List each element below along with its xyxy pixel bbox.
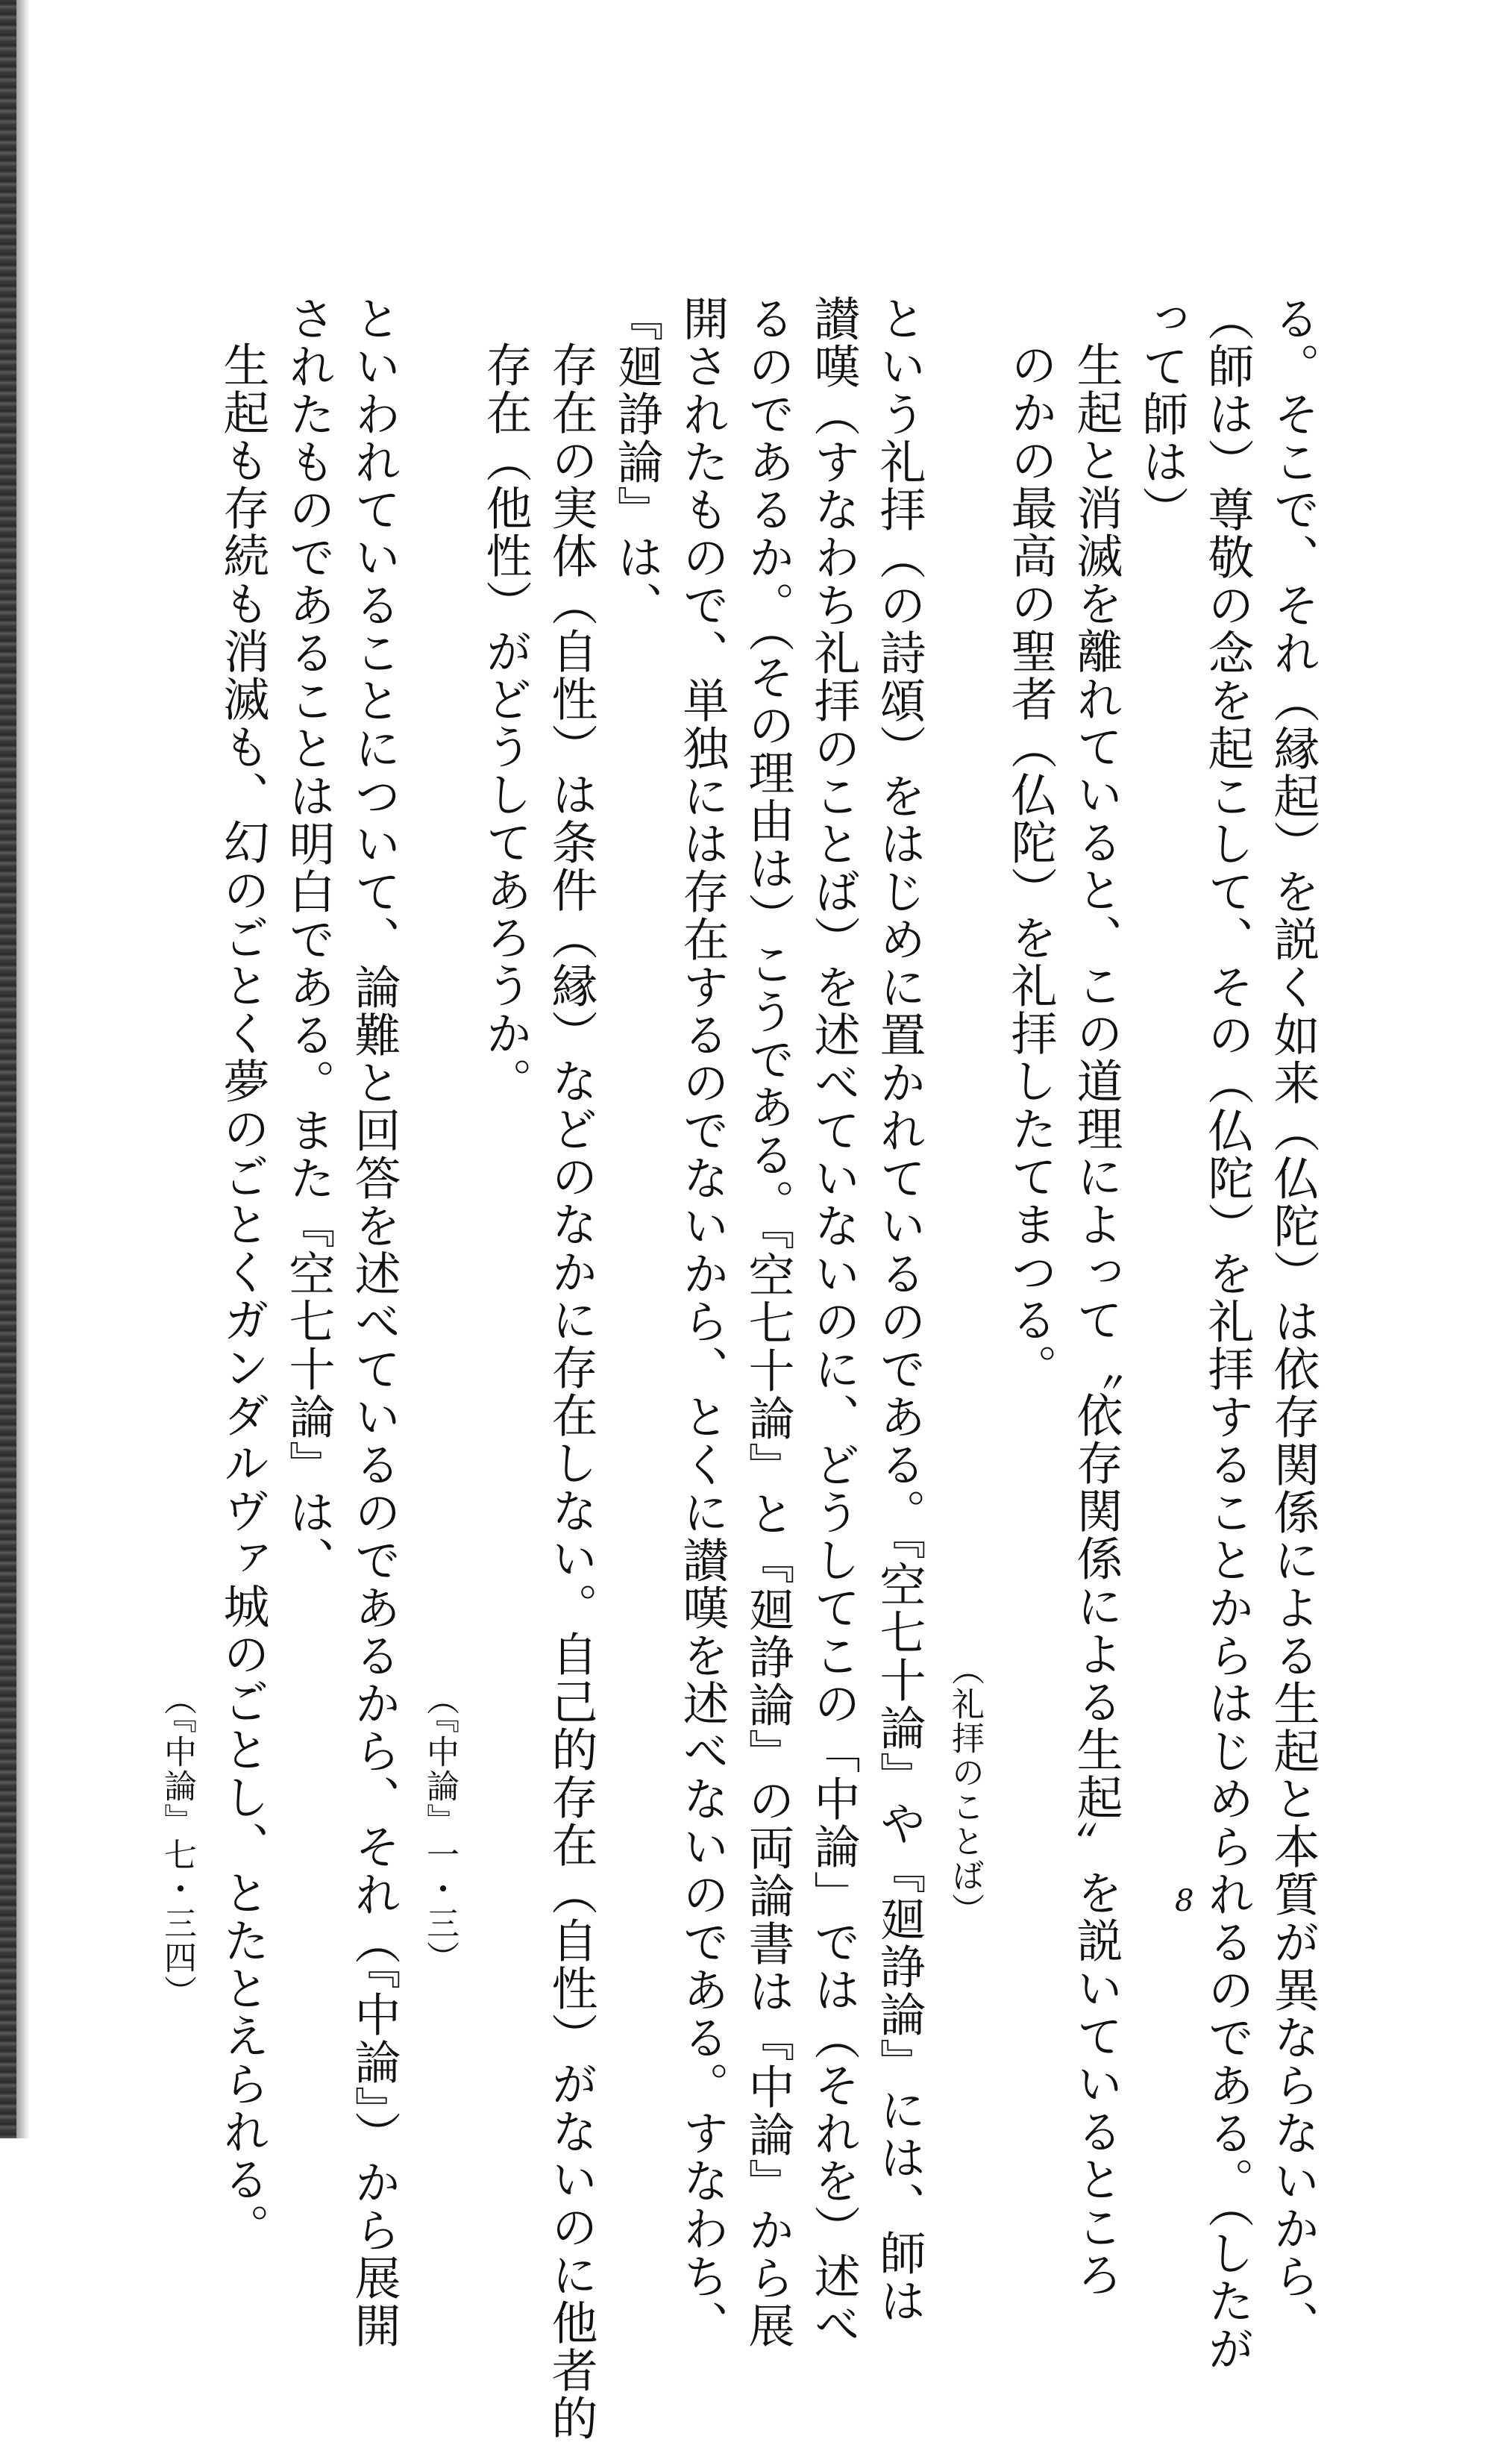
verse-line-2: のかの最高の聖者（仏陀）を礼拝したてまつる。 (1003, 341, 1058, 1391)
verse-citation-3: （『中論』七・三四） (158, 1682, 196, 2009)
verse-line-1: 生起と消滅を離れていると、この道理によって〝依存関係による生起〟を説いているところ (1069, 341, 1123, 2299)
verse-citation-1: （礼拝のことば） (946, 1653, 984, 1927)
text-line-5: 讃嘆（すなわち礼拝のことば）を述べていないのに、どうしてこの「中論」では（それを）述べ (806, 295, 861, 2348)
text-line-2: （師は）尊敬の念を起こして、その（仏陀）を礼拝することからはじめられるのである。（したが (1200, 295, 1255, 2373)
scan-binding-edge (0, 0, 16, 2138)
verse-line-3: 存在の実体（自性）は条件（縁）などのなかに存在しない。自己的存在（自性）がないのに他者的 (544, 341, 598, 2442)
text-line-8: 『廻諍論』は、 (609, 295, 664, 629)
text-line-1: る。そこで、それ（縁起）を説く如来（仏陀）は依存関係による生起と本質が異ならないから、 (1266, 295, 1320, 2348)
page-number: 8 (1175, 1884, 1194, 1918)
text-line-4: という礼拝（の詩頌）をはじめに置かれているのである。『空七十論』や『廻諍論』には、師は (872, 295, 926, 2325)
text-line-3: って師は） (1135, 295, 1189, 533)
vertical-text-body (144, 295, 1326, 2442)
text-line-10: されたものであることは明白である。また『空七十論』は、 (281, 295, 336, 1584)
verse-citation-2: （『中論』一・三） (421, 1682, 459, 1975)
verse-line-4: 存在（他性）がどうしてあろうか。 (478, 341, 533, 1105)
verse-line-5: 生起も存続も消滅も、幻のごとく夢のごとくガンダルヴァ城のごとし、とたとえられる。 (216, 341, 270, 2251)
text-line-7: 開されたもので、単独には存在するのでないから、とくに讃嘆を述べないのである。すなわち、 (675, 295, 730, 2348)
text-line-9: といわれていることについて、論難と回答を述べているのであるから、それ（『中論』）から展開 (347, 295, 401, 2349)
scan-binding-shadow (16, 0, 30, 2138)
text-line-6: るのであるか。（その理由は）こうである。『空七十論』と『廻諍論』の両論書は『中論』から展 (741, 295, 795, 2349)
